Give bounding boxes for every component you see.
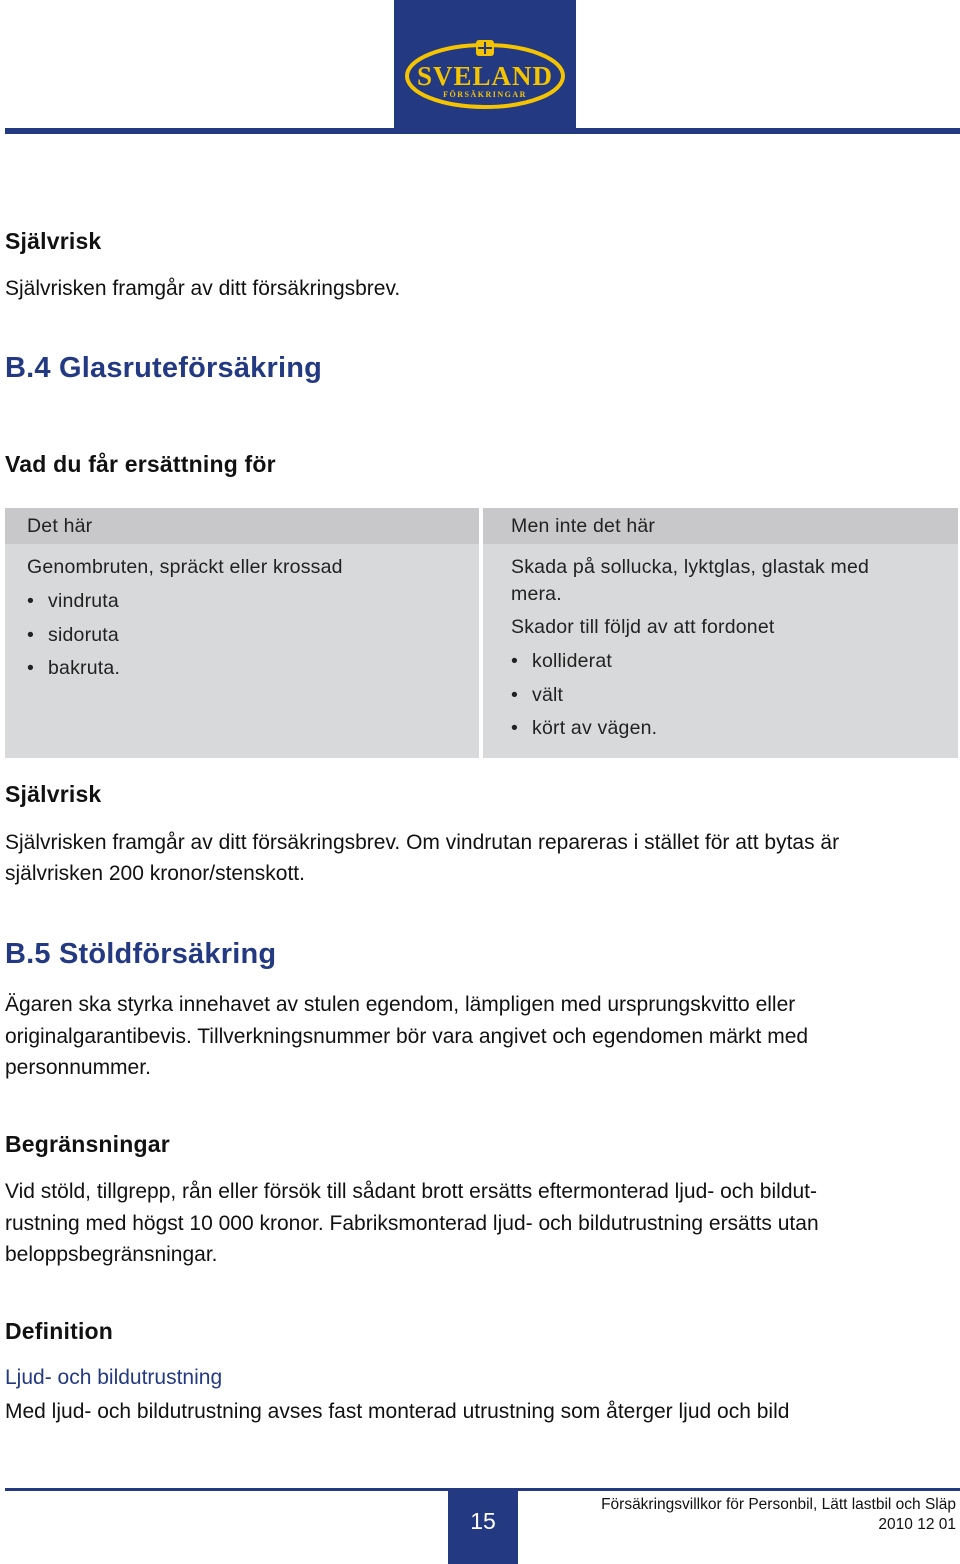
covered-item: bakruta. [48,657,121,679]
coverage-subheading: Vad du får ersättning för [5,451,276,477]
selfrisk-text-b4: självrisken 200 kronor/stenskott. [5,862,305,885]
bullet: • [511,684,518,706]
sveland-logo [404,38,566,112]
selfrisk-heading: Självrisk [5,228,102,254]
theft-text: Ägaren ska styrka innehavet av stulen egendom, lämpligen med ursprungskvitto eller [5,993,796,1016]
bullet: • [511,717,518,739]
definition-term: Ljud- och bildutrustning [5,1366,223,1389]
not-covered-item: kolliderat [532,650,613,672]
not-covered-line: Skada på sollucka, lyktglas, glastak med [511,556,870,578]
theft-text: personnummer. [5,1056,151,1079]
logo-tagline: FÖRSÄKRINGAR [443,90,527,99]
logo-wordmark: SVELAND [416,61,554,91]
selfrisk-text-b4: Självrisken framgår av ditt försäkringsbrev. Om vindrutan repareras i stället för att bytas är [5,831,840,854]
covered-item: vindruta [48,590,119,612]
bullet: • [27,590,34,612]
limits-heading: Begränsningar [5,1131,170,1157]
bullet: • [27,624,34,646]
bullet: • [27,657,34,679]
limits-text: beloppsbegränsningar. [5,1243,218,1266]
selfrisk-text: Självrisken framgår av ditt försäkringsbrev. [5,277,401,300]
page-number: 15 [470,1508,496,1534]
footer-doc-title: Försäkringsvillkor för Personbil, Lätt lastbil och Släp [601,1496,956,1513]
limits-text: rustning med högst 10 000 kronor. Fabriksmonterad ljud- och bildutrustning ersätts utan [5,1212,819,1235]
header-rule [5,128,960,134]
bullet: • [511,650,518,672]
not-covered-intro: Skador till följd av att fordonet [511,616,775,638]
table-header-not-covered-label: Men inte det här [511,515,656,537]
section-title-b5: B.5 Stöldförsäkring [5,938,277,970]
limits-text: Vid stöld, tillgrepp, rån eller försök till sådant brott ersätts eftermonterad ljud- och bildut- [5,1180,818,1203]
section-title-b4: B.4 Glasruteförsäkring [5,352,323,384]
theft-text: originalgarantibevis. Tillverkningsnummer bör vara angivet och egendomen märkt med [5,1025,809,1048]
table-header-covered-label: Det här [27,515,93,537]
not-covered-item: kört av vägen. [532,717,658,739]
definition-heading: Definition [5,1318,114,1344]
not-covered-item: vält [532,684,564,706]
definition-text: Med ljud- och bildutrustning avses fast monterad utrustning som återger ljud och bild [5,1400,790,1423]
selfrisk-heading-b4: Självrisk [5,781,102,807]
crest-icon [476,40,494,56]
not-covered-line: mera. [511,583,562,605]
covered-intro: Genombruten, spräckt eller krossad [27,556,343,578]
covered-item: sidoruta [48,624,119,646]
footer-date: 2010 12 01 [878,1516,956,1533]
